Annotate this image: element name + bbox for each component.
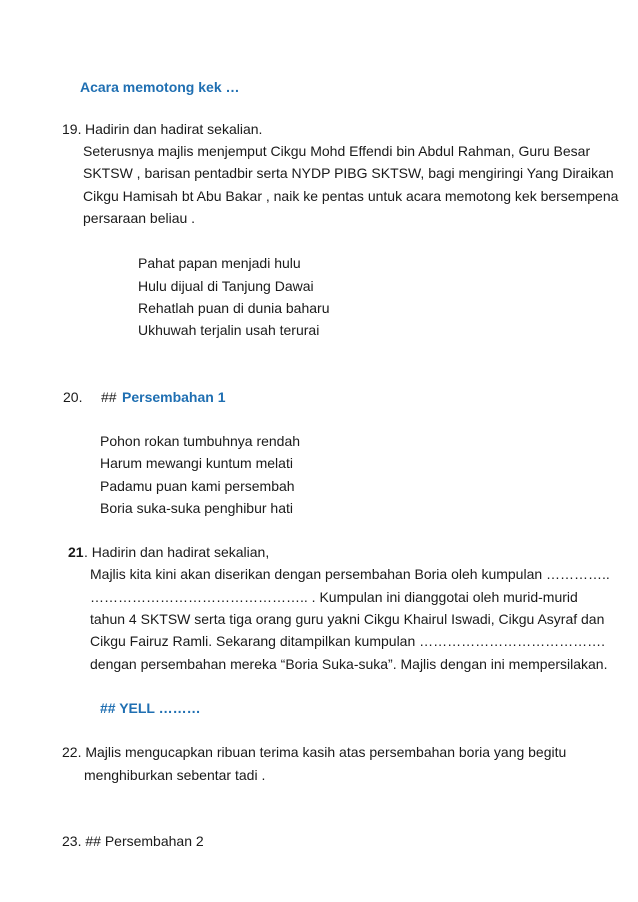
item-19-line: persaraan beliau . xyxy=(83,210,196,226)
item-21-line: Cikgu Fairuz Ramli. Sekarang ditampilkan kumpulan …………………………………. xyxy=(90,633,606,649)
item-21-number: 21 xyxy=(68,544,84,560)
pantun-line: Rehatlah puan di dunia baharu xyxy=(138,300,330,316)
item-21-line: dengan persembahan mereka “Boria Suka-suka”. Majlis dengan ini mempersilakan. xyxy=(90,656,608,672)
item-19-line: SKTSW , barisan pentadbir serta NYDP PIBG SKTSW, bagi mengiringi Yang Diraikan xyxy=(83,165,614,181)
item-19-line: Hadirin dan hadirat sekalian. xyxy=(85,121,263,137)
pantun-line: Hulu dijual di Tanjung Dawai xyxy=(138,278,314,294)
pantun-line: Padamu puan kami persembah xyxy=(100,478,295,494)
yell-heading: ## YELL ……… xyxy=(100,700,201,716)
item-23-heading: 23. ## Persembahan 2 xyxy=(62,833,204,849)
item-21-line: tahun 4 SKTSW serta tiga orang guru yakni Cikgu Khairul Iswadi, Cikgu Asyraf dan xyxy=(90,611,605,627)
item-21-line: ……………………………………….. . Kumpulan ini dianggotai oleh murid-murid xyxy=(90,589,578,605)
pantun-line: Ukhuwah terjalin usah terurai xyxy=(138,322,320,338)
item-19-number: 19. xyxy=(62,121,82,137)
pantun-line: Harum mewangi kuntum melati xyxy=(100,455,293,471)
item-22-line: menghiburkan sebentar tadi . xyxy=(84,767,266,783)
item-20-number: 20. xyxy=(63,389,83,405)
item-19-line: Seterusnya majlis menjemput Cikgu Mohd Effendi bin Abdul Rahman, Guru Besar xyxy=(83,143,591,159)
pantun-line: Pahat papan menjadi hulu xyxy=(138,255,301,271)
item-19-line: Cikgu Hamisah bt Abu Bakar , naik ke pentas untuk acara memotong kek bersempena xyxy=(83,188,619,204)
item-21-line: . Hadirin dan hadirat sekalian, xyxy=(84,544,270,560)
item-22-line: 22. Majlis mengucapkan ribuan terima kasih atas persembahan boria yang begitu xyxy=(62,744,567,760)
pantun-line: Pohon rokan tumbuhnya rendah xyxy=(100,433,301,449)
pantun-line: Boria suka-suka penghibur hati xyxy=(100,500,294,516)
section-header: Acara memotong kek … xyxy=(80,79,240,95)
item-20-hashes: ## xyxy=(101,389,117,405)
item-20-title: Persembahan 1 xyxy=(122,389,226,405)
item-21-line: Majlis kita kini akan diserikan dengan persembahan Boria oleh kumpulan ………….. xyxy=(90,566,610,582)
